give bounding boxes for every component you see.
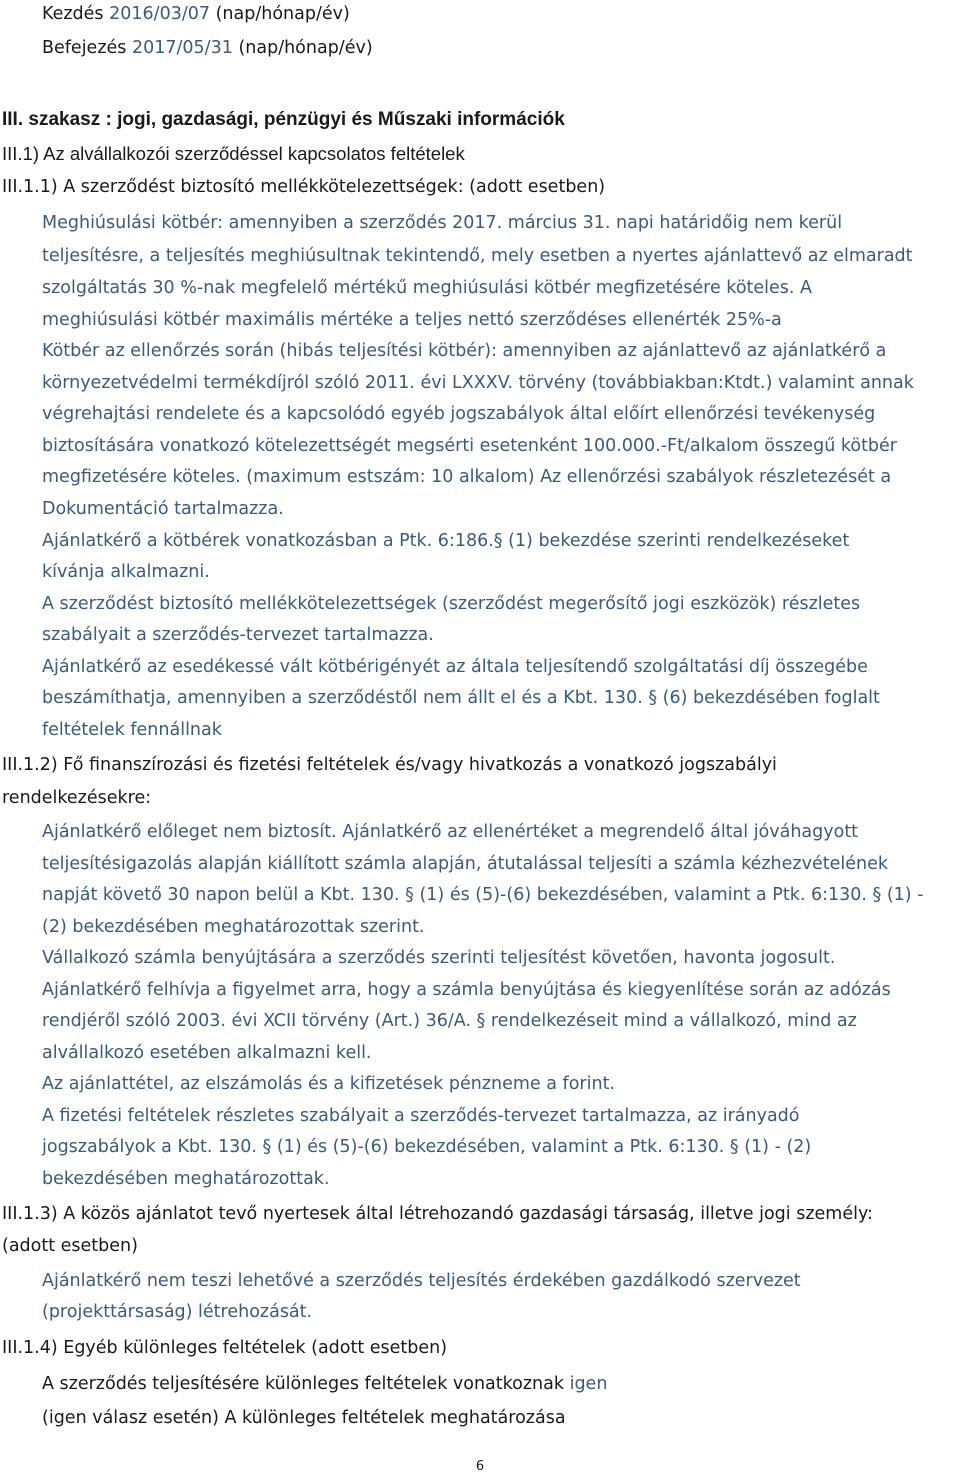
- start-date-label: Kezdés: [42, 4, 104, 24]
- para-line: Vállalkozó számla benyújtására a szerződés szerinti teljesítést követően, havonta jogosult.: [42, 948, 836, 968]
- page-number: 6: [475, 1459, 485, 1474]
- subsection-title-1-2: III.1.2) Fő finanszírozási és fizetési feltételek és/vagy hivatkozás a vonatkozó jogszabályi: [2, 755, 777, 775]
- section-title: III. szakasz : jogi, gazdasági, pénzügyi és Műszaki információk: [2, 109, 565, 130]
- para-line: beszámíthatja, amennyiben a szerződéstől nem állt el és a Kbt. 130. § (6) bekezdésében foglalt: [42, 688, 880, 708]
- para-line: feltételek fennállnak: [42, 720, 222, 740]
- para-line: alvállalkozó esetében alkalmazni kell.: [42, 1043, 372, 1063]
- special-conditions-label: A szerződés teljesítésére különleges feltételek vonatkoznak: [42, 1374, 564, 1394]
- subsection-title-1-4: III.1.4) Egyéb különleges feltételek (adott esetben): [2, 1338, 448, 1358]
- para-line: meghiúsulási kötbér maximális mértéke a teljes nettó szerződéses ellenérték 25%-a: [42, 310, 782, 330]
- para-line: szabályait a szerződés-tervezet tartalmazza.: [42, 625, 434, 645]
- para-line: Ajánlatkérő az esedékessé vált kötbérigényét az általa teljesítendő szolgáltatási díj összegébe: [42, 657, 868, 677]
- subsection-title-1-1: III.1.1) A szerződést biztosító mellékkötelezettségek: (adott esetben): [2, 177, 606, 197]
- para-line: Dokumentáció tartalmazza.: [42, 499, 284, 519]
- subsection-title-1-3-cont: (adott esetben): [2, 1236, 138, 1256]
- para-line: teljesítésre, a teljesítés meghiúsultnak tekintendő, mely esetben a nyertes ajánlattevő az elmaradt: [42, 246, 913, 266]
- para-line: rendjéről szóló 2003. évi XCII törvény (Art.) 36/A. § rendelkezéseit mind a vállalkozó, mind az: [42, 1011, 857, 1031]
- end-date-value: 2017/05/31: [131, 38, 233, 58]
- start-date-value: 2016/03/07: [109, 4, 211, 24]
- para-line: Ajánlatkérő nem teszi lehetővé a szerződés teljesítés érdekében gazdálkodó szervezet: [42, 1271, 801, 1291]
- start-date-unit: (nap/hónap/év): [215, 4, 350, 24]
- para-line: Kötbér az ellenőrzés során (hibás teljesítési kötbér): amennyiben az ajánlattevő az ajánlatkérő a: [42, 341, 887, 361]
- para-line: (projekttársaság) létrehozását.: [42, 1302, 313, 1322]
- para-line: teljesítésigazolás alapján kiállított számla alapján, átutalással teljesíti a számla kézhezvételének: [42, 854, 888, 874]
- para-line: Ajánlatkérő felhívja a figyelmet arra, hogy a számla benyújtása és kiegyenlítése során az adózás: [42, 980, 891, 1000]
- end-date-line: [42, 40, 373, 58]
- para-line: biztosítására vonatkozó kötelezettségét megsérti esetenként 100.000.-Ft/alkalom összegű kötbér: [42, 436, 897, 456]
- subsection-title-1-3: III.1.3) A közös ajánlatot tevő nyertesek által létrehozandó gazdasági társaság, illetve jogi személy:: [2, 1204, 873, 1224]
- para-line: (2) bekezdésében meghatározottak szerint.: [42, 917, 425, 937]
- para-line: A fizetési feltételek részletes szabályait a szerződés-tervezet tartalmazza, az irányadó: [42, 1106, 800, 1126]
- subsection-title-1-2-cont: rendelkezésekre:: [2, 788, 152, 808]
- para-line: A szerződést biztosító mellékkötelezettségek (szerződést megerősítő jogi eszközök) részletes: [42, 594, 861, 614]
- para-line: Ajánlatkérő előleget nem biztosít. Ajánlatkérő az ellenértéket a megrendelő által jóváhagyott: [42, 822, 859, 842]
- special-conditions-value: igen: [569, 1374, 608, 1394]
- para-line: Ajánlatkérő a kötbérek vonatkozásban a Ptk. 6:186.§ (1) bekezdése szerinti rendelkezéseket: [42, 531, 850, 551]
- end-date-label: Befejezés: [42, 38, 127, 58]
- special-conditions-definition: (igen válasz esetén) A különleges feltételek meghatározása: [42, 1408, 566, 1428]
- special-conditions-line: [42, 1376, 607, 1394]
- para-line: napját követő 30 napon belül a Kbt. 130. § (1) és (5)-(6) bekezdésében, valamint a Ptk. 6:130. § (1) -: [42, 885, 924, 905]
- subsection-title-1: III.1) Az alvállalkozói szerződéssel kapcsolatos feltételek: [2, 143, 465, 164]
- para-line: Az ajánlattétel, az elszámolás és a kifizetések pénzneme a forint.: [42, 1074, 615, 1094]
- para-line: bekezdésében meghatározottak.: [42, 1169, 330, 1189]
- para-line: szolgáltatás 30 %-nak megfelelő mértékű meghiúsulási kötbér megfizetésére köteles. A: [42, 278, 812, 298]
- para-line: Meghiúsulási kötbér: amennyiben a szerződés 2017. március 31. napi határidőig nem kerül: [42, 213, 843, 233]
- start-date-line: [42, 6, 350, 24]
- para-line: megfizetésére köteles. (maximum estszám: 10 alkalom) Az ellenőrzési szabályok részletezését a: [42, 467, 892, 487]
- para-line: környezetvédelmi termékdíjról szóló 2011. évi LXXXV. törvény (továbbiakban:Ktdt.) valamint annak: [42, 373, 914, 393]
- end-date-unit: (nap/hónap/év): [238, 38, 373, 58]
- para-line: kívánja alkalmazni.: [42, 562, 210, 582]
- para-line: végrehajtási rendelete és a kapcsolódó egyéb jogszabályok által előírt ellenőrzési tevékenység: [42, 404, 876, 424]
- para-line: jogszabályok a Kbt. 130. § (1) és (5)-(6) bekezdésében, valamint a Ptk. 6:130. § (1) - (2): [42, 1137, 812, 1157]
